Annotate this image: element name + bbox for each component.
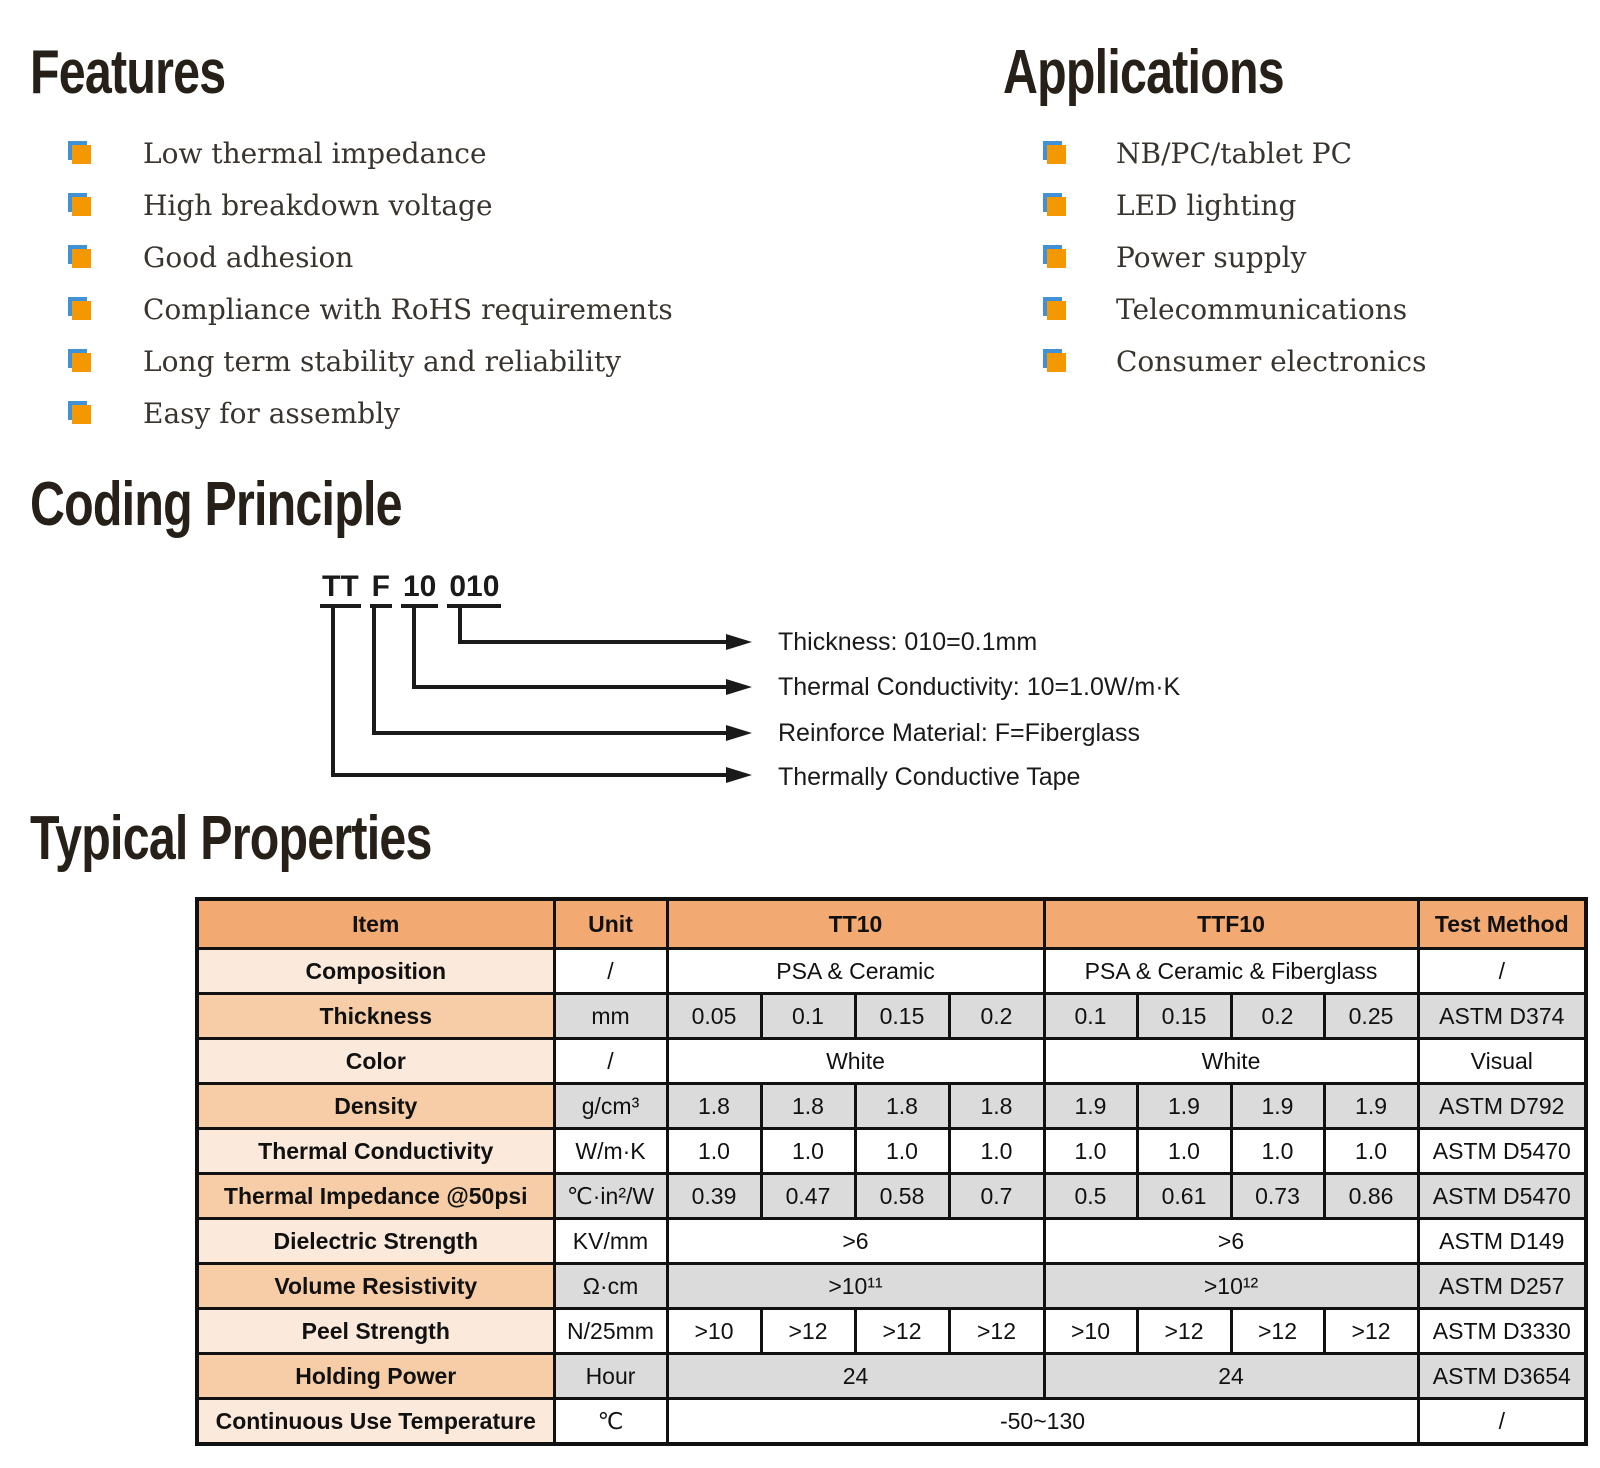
value-cell: 1.9 xyxy=(1137,1084,1231,1129)
unit-cell: KV/mm xyxy=(554,1219,667,1264)
feature-text: Good adhesion xyxy=(143,241,354,274)
value-cell: 1.0 xyxy=(1137,1129,1231,1174)
feature-text: Long term stability and reliability xyxy=(143,345,622,378)
value-cell: 1.0 xyxy=(1231,1129,1324,1174)
method-cell: Visual xyxy=(1418,1039,1586,1084)
unit-cell: g/cm³ xyxy=(554,1084,667,1129)
value-cell: >10 xyxy=(1044,1309,1137,1354)
row-label: Thermal Conductivity xyxy=(197,1129,554,1174)
value-cell: 0.1 xyxy=(761,994,855,1039)
value-cell: 1.8 xyxy=(761,1084,855,1129)
properties-table xyxy=(195,897,1588,1446)
value-cell: 0.7 xyxy=(949,1174,1044,1219)
value-cell: 0.1 xyxy=(1044,994,1137,1039)
bullet-square-icon xyxy=(1043,349,1068,374)
value-cell: 0.47 xyxy=(761,1174,855,1219)
row-label: Continuous Use Temperature xyxy=(197,1399,554,1445)
value-cell: 1.8 xyxy=(855,1084,949,1129)
method-cell: ASTM D792 xyxy=(1418,1084,1586,1129)
value-cell: -50~130 xyxy=(667,1399,1418,1445)
value-cell: 1.9 xyxy=(1231,1084,1324,1129)
list-item xyxy=(68,189,673,222)
table-row xyxy=(197,1399,1586,1445)
code-label-thickness: Thickness: 010=0.1mm xyxy=(778,628,1038,656)
row-label: Composition xyxy=(197,949,554,994)
value-cell: >6 xyxy=(667,1219,1044,1264)
table-header-row xyxy=(197,899,1586,949)
value-cell: 0.39 xyxy=(667,1174,761,1219)
value-cell: 0.61 xyxy=(1137,1174,1231,1219)
bullet-square-icon xyxy=(68,141,93,166)
code-label-reinforce-material: Reinforce Material: F=Fiberglass xyxy=(778,719,1140,747)
table-row xyxy=(197,1129,1586,1174)
value-cell: 1.0 xyxy=(949,1129,1044,1174)
code-part-010: 010 xyxy=(447,572,501,608)
method-cell: ASTM D3330 xyxy=(1418,1309,1586,1354)
value-cell: 0.73 xyxy=(1231,1174,1324,1219)
col-header-ttf10: TTF10 xyxy=(1044,899,1418,949)
application-text: Power supply xyxy=(1116,241,1307,274)
unit-cell: / xyxy=(554,949,667,994)
value-cell: PSA & Ceramic xyxy=(667,949,1044,994)
code-part-tt: TT xyxy=(320,572,361,608)
method-cell: ASTM D374 xyxy=(1418,994,1586,1039)
row-label: Peel Strength xyxy=(197,1309,554,1354)
value-cell: 0.2 xyxy=(949,994,1044,1039)
typical-properties-title: Typical Properties xyxy=(30,804,432,873)
code-label-tape: Thermally Conductive Tape xyxy=(778,763,1081,791)
col-header-test-method: Test Method xyxy=(1418,899,1586,949)
row-label: Thermal Impedance @50psi xyxy=(197,1174,554,1219)
application-text: Consumer electronics xyxy=(1116,345,1427,378)
row-label: Density xyxy=(197,1084,554,1129)
list-item xyxy=(68,293,673,326)
table-row xyxy=(197,1084,1586,1129)
value-cell: >12 xyxy=(1137,1309,1231,1354)
list-item xyxy=(68,137,673,170)
unit-cell: ℃·in²/W xyxy=(554,1174,667,1219)
value-cell: 1.8 xyxy=(667,1084,761,1129)
bullet-square-icon xyxy=(1043,193,1068,218)
table-row xyxy=(197,1264,1586,1309)
feature-text: High breakdown voltage xyxy=(143,189,493,222)
bullet-square-icon xyxy=(68,245,93,270)
bullet-square-icon xyxy=(68,297,93,322)
value-cell: 1.0 xyxy=(1044,1129,1137,1174)
applications-list xyxy=(1043,137,1427,378)
table-row xyxy=(197,1354,1586,1399)
value-cell: 0.58 xyxy=(855,1174,949,1219)
value-cell: White xyxy=(667,1039,1044,1084)
coding-principle-title: Coding Principle xyxy=(30,470,402,539)
value-cell: 0.15 xyxy=(1137,994,1231,1039)
list-item xyxy=(1043,345,1427,378)
value-cell: 0.05 xyxy=(667,994,761,1039)
row-label: Dielectric Strength xyxy=(197,1219,554,1264)
value-cell: PSA & Ceramic & Fiberglass xyxy=(1044,949,1418,994)
coding-diagram-arrows xyxy=(300,598,770,788)
bullet-square-icon xyxy=(68,193,93,218)
table-row xyxy=(197,1039,1586,1084)
table-row xyxy=(197,1174,1586,1219)
list-item xyxy=(1043,241,1426,274)
table-row xyxy=(197,949,1586,994)
bullet-square-icon xyxy=(1043,141,1068,166)
code-part-f: F xyxy=(370,572,392,608)
bullet-square-icon xyxy=(1043,297,1068,322)
value-cell: >10¹¹ xyxy=(667,1264,1044,1309)
method-cell: ASTM D257 xyxy=(1418,1264,1586,1309)
table-row xyxy=(197,1219,1586,1264)
list-item xyxy=(68,241,673,274)
row-label: Color xyxy=(197,1039,554,1084)
list-item xyxy=(1043,189,1426,222)
value-cell: 1.0 xyxy=(855,1129,949,1174)
unit-cell: W/m·K xyxy=(554,1129,667,1174)
method-cell: ASTM D149 xyxy=(1418,1219,1586,1264)
list-item xyxy=(1043,293,1426,326)
features-list xyxy=(68,137,673,430)
value-cell: >10¹² xyxy=(1044,1264,1418,1309)
unit-cell: Ω·cm xyxy=(554,1264,667,1309)
value-cell: 0.2 xyxy=(1231,994,1324,1039)
feature-text: Compliance with RoHS requirements xyxy=(143,293,673,326)
row-label: Holding Power xyxy=(197,1354,554,1399)
unit-cell: Hour xyxy=(554,1354,667,1399)
value-cell: 24 xyxy=(667,1354,1044,1399)
code-label-thermal-conductivity: Thermal Conductivity: 10=1.0W/m·K xyxy=(778,673,1181,701)
value-cell: White xyxy=(1044,1039,1418,1084)
method-cell: ASTM D3654 xyxy=(1418,1354,1586,1399)
bullet-square-icon xyxy=(1043,245,1068,270)
value-cell: 0.5 xyxy=(1044,1174,1137,1219)
value-cell: 1.0 xyxy=(667,1129,761,1174)
bullet-square-icon xyxy=(68,401,93,426)
value-cell: 0.86 xyxy=(1324,1174,1418,1219)
bullet-square-icon xyxy=(68,349,93,374)
application-text: LED lighting xyxy=(1116,189,1297,222)
unit-cell: ℃ xyxy=(554,1399,667,1445)
application-text: Telecommunications xyxy=(1116,293,1408,326)
value-cell: >6 xyxy=(1044,1219,1418,1264)
method-cell: ASTM D5470 xyxy=(1418,1129,1586,1174)
method-cell: ASTM D5470 xyxy=(1418,1174,1586,1219)
method-cell: / xyxy=(1418,949,1586,994)
row-label: Thickness xyxy=(197,994,554,1039)
value-cell: 0.25 xyxy=(1324,994,1418,1039)
value-cell: >12 xyxy=(1231,1309,1324,1354)
col-header-unit: Unit xyxy=(554,899,667,949)
value-cell: 24 xyxy=(1044,1354,1418,1399)
value-cell: >10 xyxy=(667,1309,761,1354)
unit-cell: mm xyxy=(554,994,667,1039)
value-cell: 1.9 xyxy=(1044,1084,1137,1129)
value-cell: 0.15 xyxy=(855,994,949,1039)
application-text: NB/PC/tablet PC xyxy=(1116,137,1353,170)
value-cell: >12 xyxy=(855,1309,949,1354)
col-header-item: Item xyxy=(197,899,554,949)
applications-title: Applications xyxy=(1003,38,1284,107)
value-cell: >12 xyxy=(949,1309,1044,1354)
col-header-tt10: TT10 xyxy=(667,899,1044,949)
feature-text: Easy for assembly xyxy=(143,397,400,430)
row-label: Volume Resistivity xyxy=(197,1264,554,1309)
unit-cell: / xyxy=(554,1039,667,1084)
value-cell: 1.0 xyxy=(1324,1129,1418,1174)
table-row xyxy=(197,1309,1586,1354)
method-cell: / xyxy=(1418,1399,1586,1445)
value-cell: 1.9 xyxy=(1324,1084,1418,1129)
code-part-10: 10 xyxy=(401,572,438,608)
value-cell: >12 xyxy=(761,1309,855,1354)
value-cell: >12 xyxy=(1324,1309,1418,1354)
list-item xyxy=(68,345,673,378)
features-title: Features xyxy=(30,38,226,107)
value-cell: 1.8 xyxy=(949,1084,1044,1129)
list-item xyxy=(68,397,673,430)
list-item xyxy=(1043,137,1426,170)
value-cell: 1.0 xyxy=(761,1129,855,1174)
table-row xyxy=(197,994,1586,1039)
feature-text: Low thermal impedance xyxy=(143,137,487,170)
unit-cell: N/25mm xyxy=(554,1309,667,1354)
